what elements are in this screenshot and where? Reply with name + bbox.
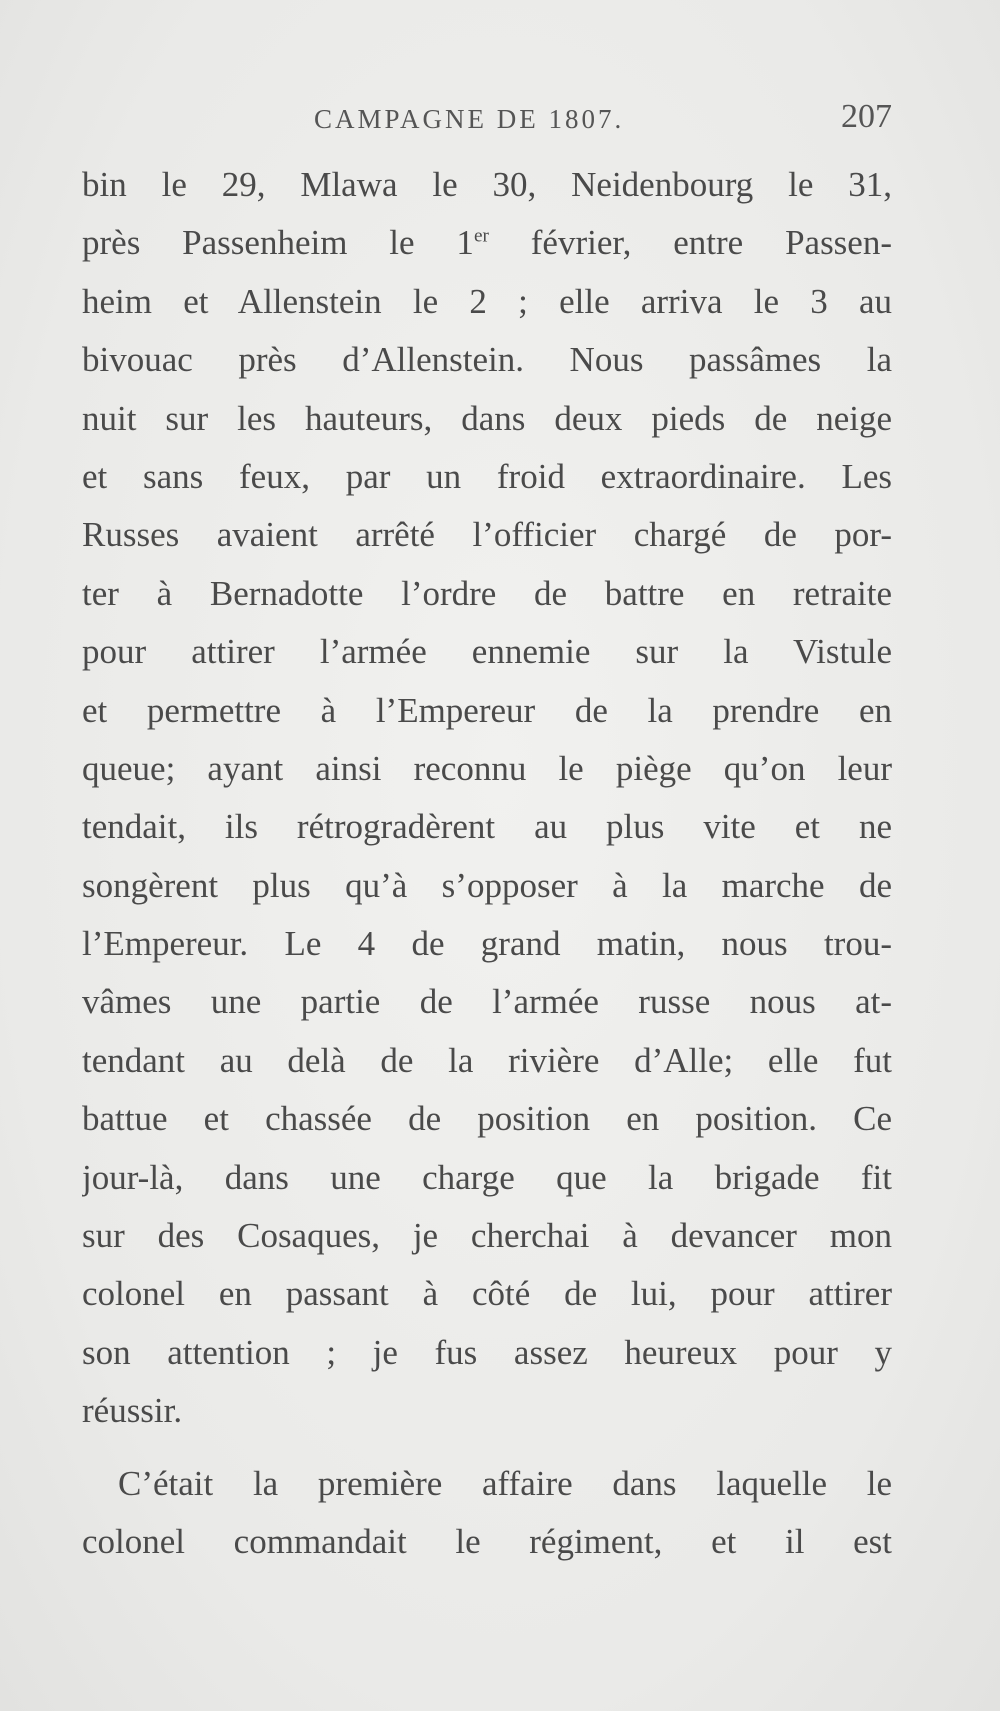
text-line: jour-là, dans une charge que la brigade fit: [82, 1157, 892, 1197]
text-line: bivouac près d’Allenstein. Nous passâmes la: [82, 340, 892, 380]
text-line: sur des Cosaques, je cherchai à devancer mon: [82, 1216, 892, 1256]
text-line: queue; ayant ainsi reconnu le piège qu’on leur: [82, 748, 892, 788]
text-line: l’Empereur. Le 4 de grand matin, nous trou-: [82, 924, 892, 964]
text-line: colonel commandait le régiment, et il est: [82, 1521, 892, 1561]
text-line: nuit sur les hauteurs, dans deux pieds de neige: [82, 398, 892, 438]
text-line: colonel en passant à côté de lui, pour attirer: [82, 1274, 892, 1314]
paragraph-gap: [82, 1441, 892, 1455]
text-line: C’était la première affaire dans laquelle le: [118, 1463, 892, 1503]
text-line: songèrent plus qu’à s’opposer à la marche de: [82, 865, 892, 905]
running-title: CAMPAGNE DE 1807.: [314, 104, 625, 134]
page-number: 207: [841, 98, 892, 135]
text-line: battue et chassée de position en position. Ce: [82, 1099, 892, 1139]
text-line: heim et Allenstein le 2 ; elle arriva le 3 au: [82, 281, 892, 321]
text-line: vâmes une partie de l’armée russe nous at-: [82, 982, 892, 1022]
text-line: son attention ; je fus assez heureux pour y: [82, 1332, 892, 1372]
text-line: Russes avaient arrêté l’officier chargé de por-: [82, 515, 892, 555]
text-line: et sans feux, par un froid extraordinaire. Les: [82, 456, 892, 496]
text-line: tendant au delà de la rivière d’Alle; elle fut: [82, 1040, 892, 1080]
text-line: bin le 29, Mlawa le 30, Neidenbourg le 31,: [82, 165, 892, 204]
text-line: réussir.: [82, 1391, 183, 1431]
text-line: ter à Bernadotte l’ordre de battre en retraite: [82, 573, 892, 613]
text-line: et permettre à l’Empereur de la prendre en: [82, 690, 892, 730]
paragraph-1: [82, 156, 892, 1441]
body-text: [82, 156, 892, 1571]
paragraph-2: [82, 1455, 892, 1572]
text-line: pour attirer l’armée ennemie sur la Vistule: [82, 632, 892, 672]
text-line: près Passenheim le 1er février, entre Passen-: [82, 223, 892, 263]
text-line: tendait, ils rétrogradèrent au plus vite et ne: [82, 807, 892, 847]
running-head: [82, 98, 892, 138]
